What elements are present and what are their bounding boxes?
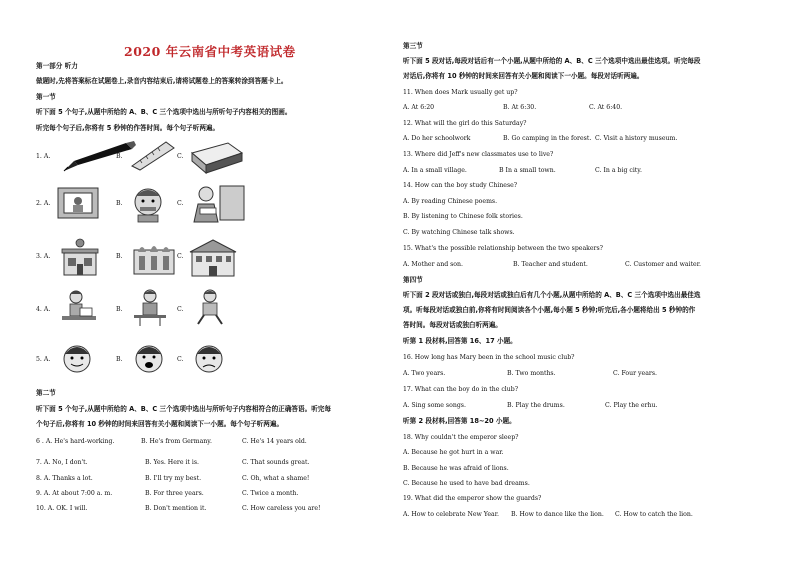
- q9-option-a: 9. A. At about 7:00 a. m.: [36, 490, 113, 497]
- answer-note: 做题时,先将答案标在试题卷上,录音内容结束后,请将试题卷上的答案转涂到答题卡上。: [36, 77, 288, 85]
- q16-question: 16. How long has Mary been in the school music club?: [403, 354, 575, 361]
- q14-option-b: B. By listening to Chinese folk stories.: [403, 213, 523, 220]
- q4-option-c-label: C.: [177, 306, 184, 313]
- section2-instruction-2: 个句子后,你将有 10 秒钟的时间来回答有关小题和阅读下一小题。每个句子听两遍。: [36, 420, 284, 428]
- q4-option-b-label: B.: [116, 306, 123, 313]
- q17-option-c: C. Play the erhu.: [605, 402, 658, 409]
- q6-option-c: C. He's 14 years old.: [242, 438, 307, 445]
- material1-heading: 听第 1 段材料,回答第 16、17 小题。: [403, 337, 517, 345]
- q7-option-b: B. Yes. Here it is.: [145, 459, 199, 466]
- q11-option-b: B. At 6:30.: [503, 104, 537, 111]
- q7-option-a: 7. A. No, I don't.: [36, 459, 88, 466]
- q13-option-b: B In a small town.: [499, 167, 556, 174]
- q6-option-b: B. He's from Germany.: [141, 438, 212, 445]
- boy-sitting-icon: [188, 288, 230, 328]
- q5-option-c-label: C.: [177, 356, 184, 363]
- q19-option-c: C. How to catch the lion.: [615, 511, 693, 518]
- q14-option-a: A. By reading Chinese poems.: [403, 198, 498, 205]
- q3-option-c-label: C.: [177, 253, 184, 260]
- q12-question: 12. What will the girl do this Saturday?: [403, 120, 527, 127]
- q12-option-c: C. Visit a history museum.: [595, 135, 678, 142]
- q16-option-b: B. Two months.: [507, 370, 556, 377]
- q15-question: 15. What's the possible relationship between the two speakers?: [403, 245, 603, 252]
- q18-option-c: C. Because he used to have bad dreams.: [403, 480, 530, 487]
- q15-option-c: C. Customer and waiter.: [625, 261, 701, 268]
- section1-instruction-1: 听下面 5 个句子,从题中所给的 A、B、C 三个选项中选出与所听句子内容相关的图画。: [36, 108, 292, 116]
- q10-option-a: 10. A. OK. I will.: [36, 505, 88, 512]
- q14-option-c: C. By watching Chinese talk shows.: [403, 229, 515, 236]
- boy-at-desk-icon: [130, 288, 170, 328]
- q1-label: 1. A.: [36, 153, 51, 160]
- boy-eating-icon: [128, 184, 168, 224]
- q10-option-c: C. How careless you are!: [242, 505, 321, 512]
- section2-instruction-1: 听下面 5 个句子,从题中所给的 A、B、C 三个选项中选出与所听句子内容相符合的正确答语。听完每: [36, 405, 331, 413]
- material2-heading: 听第 2 段材料,回答第 18~20 小题。: [403, 417, 516, 425]
- q10-option-b: B. Don't mention it.: [145, 505, 207, 512]
- q2-label: 2. A.: [36, 200, 51, 207]
- reading-scene-icon: [186, 182, 248, 226]
- q12-option-a: A. Do her schoolwork: [403, 135, 471, 142]
- section3-instruction-2: 对话后,你将有 10 秒钟的时间来回答有关小题和阅读下一小题。每段对话听两遍。: [403, 72, 644, 80]
- q3-label: 3. A.: [36, 253, 51, 260]
- q8-option-b: B. I'll try my best.: [145, 475, 202, 482]
- q13-option-c: C. In a big city.: [595, 167, 642, 174]
- q15-option-b: B. Teacher and student.: [513, 261, 588, 268]
- boy-face-sad-icon: [190, 340, 228, 376]
- section4-instruction-1: 听下面 2 段对话或独白,每段对话或独白后有几个小题,从题中所给的 A、B、C 三个选项中选出最佳选: [403, 291, 701, 299]
- q18-question: 18. Why couldn't the emperor sleep?: [403, 434, 519, 441]
- q17-option-b: B. Play the drums.: [507, 402, 565, 409]
- school-building-icon: [188, 236, 238, 278]
- q11-option-c: C. At 6:40.: [589, 104, 623, 111]
- q19-option-a: A. How to celebrate New Year.: [403, 511, 499, 518]
- q8-option-a: 8. A. Thanks a lot.: [36, 475, 93, 482]
- section4-heading: 第四节: [403, 276, 423, 284]
- section3-instruction-1: 听下面 5 段对话,每段对话后有一个小题,从题中所给的 A、B、C 三个选项中选出最佳选项。听完每段: [403, 57, 701, 65]
- section4-instruction-2: 项。听每段对话或独白前,你将有时间阅读各个小题,每小题 5 秒钟;听完后,各小题将给出 5 秒钟的作: [403, 306, 696, 314]
- eraser-icon: [188, 139, 246, 175]
- section1-heading: 第一节: [36, 93, 56, 101]
- q1-option-b-label: B.: [116, 153, 123, 160]
- restaurant-building-icon: [56, 236, 104, 278]
- q9-option-b: B. For three years.: [145, 490, 204, 497]
- q17-question: 17. What can the boy do in the club?: [403, 386, 519, 393]
- q12-option-b: B. Go camping in the forest.: [503, 135, 592, 142]
- boy-reading-icon: [58, 288, 100, 328]
- q4-label: 4. A.: [36, 306, 51, 313]
- section1-instruction-2: 听完每个句子后,你将有 5 秒钟的作答时间。每个句子听两遍。: [36, 124, 220, 132]
- q19-question: 19. What did the emperor show the guards?: [403, 495, 542, 502]
- q8-option-c: C. Oh, what a shame!: [242, 475, 310, 482]
- section4-instruction-3: 答时间。每段对话或独白听两遍。: [403, 321, 502, 329]
- part1-heading: 第一部分 听力: [36, 62, 78, 70]
- ruler-icon: [128, 140, 178, 172]
- temple-building-icon: [130, 236, 178, 276]
- q2-option-b-label: B.: [116, 200, 123, 207]
- q16-option-c: C. Four years.: [613, 370, 657, 377]
- section2-heading: 第二节: [36, 389, 56, 397]
- q15-option-a: A. Mother and son.: [403, 261, 463, 268]
- q3-option-b-label: B.: [116, 253, 123, 260]
- boy-face-shout-icon: [130, 340, 168, 376]
- q1-option-c-label: C.: [177, 153, 184, 160]
- q7-option-c: C. That sounds great.: [242, 459, 310, 466]
- q5-option-b-label: B.: [116, 356, 123, 363]
- q18-option-a: A. Because he got hurt in a war.: [403, 449, 504, 456]
- q6-option-a: 6 . A. He's hard-working.: [36, 438, 115, 445]
- paper-title: 2020 年云南省中考英语试卷: [124, 44, 296, 59]
- q5-label: 5. A.: [36, 356, 51, 363]
- q9-option-c: C. Twice a month.: [242, 490, 299, 497]
- q11-option-a: A. At 6:20: [403, 104, 435, 111]
- q14-question: 14. How can the boy study Chinese?: [403, 182, 518, 189]
- section3-heading: 第三节: [403, 42, 423, 50]
- boy-face-smile-icon: [58, 340, 96, 376]
- q11-question: 11. When does Mark usually get up?: [403, 89, 518, 96]
- q18-option-b: B. Because he was afraid of lions.: [403, 465, 509, 472]
- q17-option-a: A. Sing some songs.: [403, 402, 466, 409]
- q13-option-a: A. In a small village.: [403, 167, 467, 174]
- q13-question: 13. Where did Jeff's new classmates use to live?: [403, 151, 554, 158]
- q19-option-b: B. How to dance like the lion.: [511, 511, 604, 518]
- q16-option-a: A. Two years.: [403, 370, 446, 377]
- q2-option-c-label: C.: [177, 200, 184, 207]
- tv-scene-icon: [56, 186, 100, 222]
